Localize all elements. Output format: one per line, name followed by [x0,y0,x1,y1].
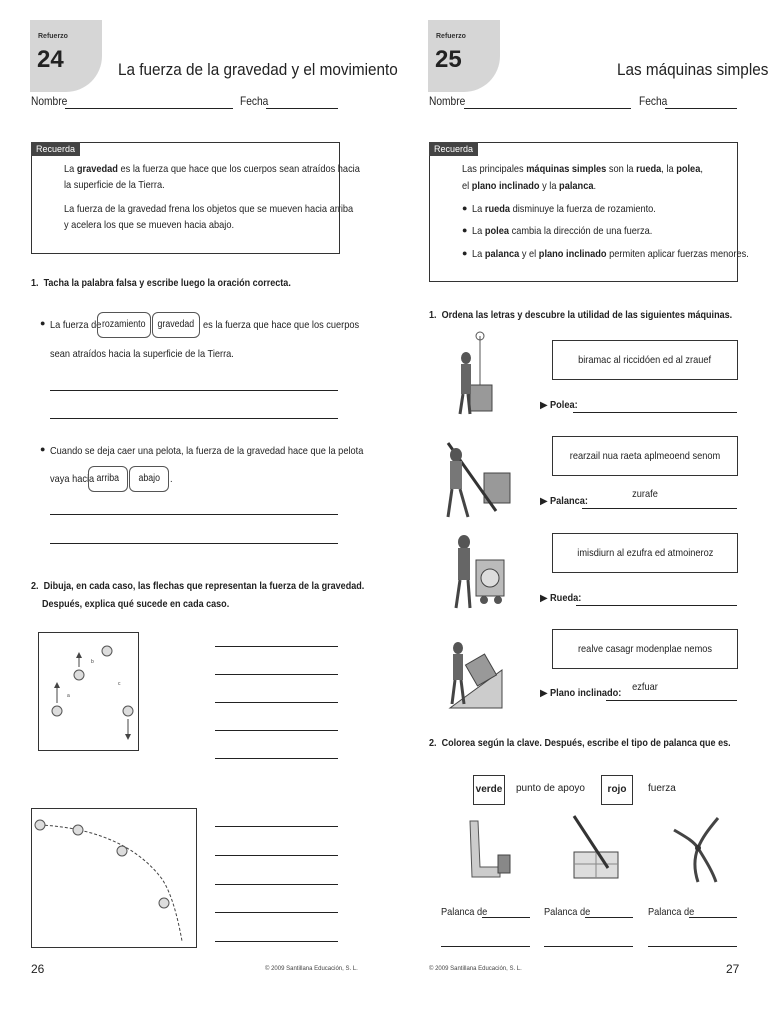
question-2-line2: Después, explica qué sucede en cada caso. [42,598,230,610]
answer-line[interactable] [215,912,338,913]
answer-line[interactable] [215,855,338,856]
copyright: © 2009 Santillana Educación, S. L. [265,966,358,972]
badge-number: 25 [435,46,462,73]
answer-line[interactable] [482,917,530,918]
recuerda-box [31,142,360,254]
answer-line[interactable] [689,917,737,918]
option-abajo[interactable]: abajo [129,466,169,492]
answer-line[interactable] [576,605,737,606]
recuerda-intro: Las principales máquinas simples son la rueda, la polea, [462,163,703,175]
recuerda-p2-line2: y acelera los que se mueven hacia abajo. [64,219,235,231]
page-title: Las máquinas simples [617,60,768,79]
balls-drawing [39,633,138,750]
key-rojo-text: fuerza [648,783,676,794]
fig-label-c: c [118,681,121,687]
pliers-illustration [668,812,724,884]
play-arrow-icon: ▶ [540,593,548,604]
key-verde: verde [473,775,505,805]
q1-item2-pre: vaya hacia [50,473,95,485]
fig-label-a: a [67,693,70,699]
refuerzo-badge [30,20,102,92]
answer-line[interactable] [215,884,338,885]
play-arrow-icon: ▶ [540,400,548,411]
question-1: 1. Ordena las letras y descubre la utilidad de las siguientes máquinas. [429,309,733,321]
bullet-icon: ● [462,203,468,213]
inclined-plane-illustration [446,630,506,712]
date-label: Fecha [639,94,668,108]
lever-illustration [440,433,512,521]
scramble-box-3: imisdiurn al ezufra ed atmoineroz [552,533,738,573]
name-field[interactable] [65,108,233,109]
page-number: 27 [726,962,740,976]
answer-line[interactable] [215,674,338,675]
recuerda-p1: La gravedad es la fuerza que hace que los cuerpos sean atraídos hacia [64,163,360,175]
scramble-box-1: biramac al riccidóen ed al zrauef [552,340,738,380]
option-rozamiento[interactable]: rozamiento [97,312,151,338]
wheel-illustration [446,530,506,612]
answer-line[interactable] [585,917,633,918]
answer-line[interactable] [50,418,338,419]
option-arriba[interactable]: arriba [88,466,128,492]
answer-line[interactable] [50,390,338,391]
answer-line[interactable] [215,941,338,942]
recuerda-tag: Recuerda [429,142,478,156]
paper-cutter-illustration [568,812,624,884]
bullet-icon: ● [462,225,468,235]
figure-trajectory [31,808,197,948]
arm-lever-illustration [460,815,516,885]
name-label: Nombre [31,94,68,108]
page-number: 26 [31,962,45,976]
trajectory-drawing [32,809,196,947]
answer-line[interactable] [215,646,338,647]
answer-line[interactable] [50,543,338,544]
recuerda-tag: Recuerda [31,142,80,156]
recuerda-p1-line2: la superficie de la Tierra. [64,179,165,191]
bullet-icon: ● [462,248,468,258]
date-field[interactable] [266,108,338,109]
answer-line[interactable] [215,730,338,731]
name-field[interactable] [464,108,631,109]
play-arrow-icon: ▶ [540,688,548,699]
name-label: Nombre [429,94,466,108]
answer-line[interactable] [606,700,737,701]
bullet-icon: ● [40,318,46,328]
q1-item1-pre: La fuerza de [50,319,102,331]
answer-line[interactable] [573,412,737,413]
recuerda-bullet-1: La rueda disminuye la fuerza de rozamiento. [472,203,656,215]
palanca-label-3: Palanca de [648,906,695,918]
fig-label-b: b [91,659,94,665]
answer-label-plano-inclinado: Plano inclinado: [550,687,622,699]
answer-line[interactable] [215,826,338,827]
key-rojo: rojo [601,775,633,805]
q1-item2-line1: Cuando se deja caer una pelota, la fuerza de la gravedad hace que la pelota [50,445,364,457]
question-2: 2. Dibuja, en cada caso, las flechas que representan la fuerza de la gravedad. [31,580,365,592]
scramble-box-4: realve casagr modenplae nemos ezfuar [552,629,738,669]
answer-line[interactable] [215,758,338,759]
palanca-label-1: Palanca de [441,906,488,918]
answer-line[interactable] [582,508,737,509]
palanca-label-2: Palanca de [544,906,591,918]
q1-item2-post: . [170,473,173,485]
answer-label-palanca: Palanca: [550,495,589,507]
question-2: 2. Colorea según la clave. Después, escribe el tipo de palanca que es. [429,737,731,749]
answer-line[interactable] [648,946,737,947]
question-1: 1. Tacha la palabra falsa y escribe luego la oración correcta. [31,277,291,289]
key-verde-text: punto de apoyo [516,783,585,794]
scramble-box-2: rearzail nua raeta aplmeoend senom zurafe [552,436,738,476]
recuerda-bullet-2: La polea cambia la dirección de una fuerza. [472,225,653,237]
badge-number: 24 [37,46,64,73]
figure-balls [38,632,139,751]
date-label: Fecha [240,94,269,108]
answer-line[interactable] [50,514,338,515]
answer-label-rueda: Rueda: [550,592,582,604]
page-title: La fuerza de la gravedad y el movimiento [118,60,398,79]
option-gravedad[interactable]: gravedad [152,312,200,338]
badge-label: Refuerzo [436,33,466,40]
play-arrow-icon: ▶ [540,496,548,507]
pulley-illustration [446,330,506,422]
badge-label: Refuerzo [38,33,68,40]
date-field[interactable] [665,108,737,109]
q1-item1-line2: sean atraídos hacia la superficie de la Tierra. [50,348,234,360]
answer-line[interactable] [215,702,338,703]
answer-label-polea: Polea: [550,399,578,411]
recuerda-box [429,142,749,282]
q1-item1-post: es la fuerza que hace que los cuerpos [203,319,360,331]
recuerda-bullet-3: La palanca y el plano inclinado permiten aplicar fuerzas menores. [472,248,749,260]
copyright: © 2009 Santillana Educación, S. L. [429,966,522,972]
answer-line[interactable] [544,946,633,947]
refuerzo-badge [428,20,500,92]
bullet-icon: ● [40,444,46,454]
recuerda-intro-line2: el plano inclinado y la palanca. [462,180,597,192]
answer-line[interactable] [441,946,530,947]
recuerda-p2: La fuerza de la gravedad frena los objetos que se mueven hacia arriba [64,203,354,215]
